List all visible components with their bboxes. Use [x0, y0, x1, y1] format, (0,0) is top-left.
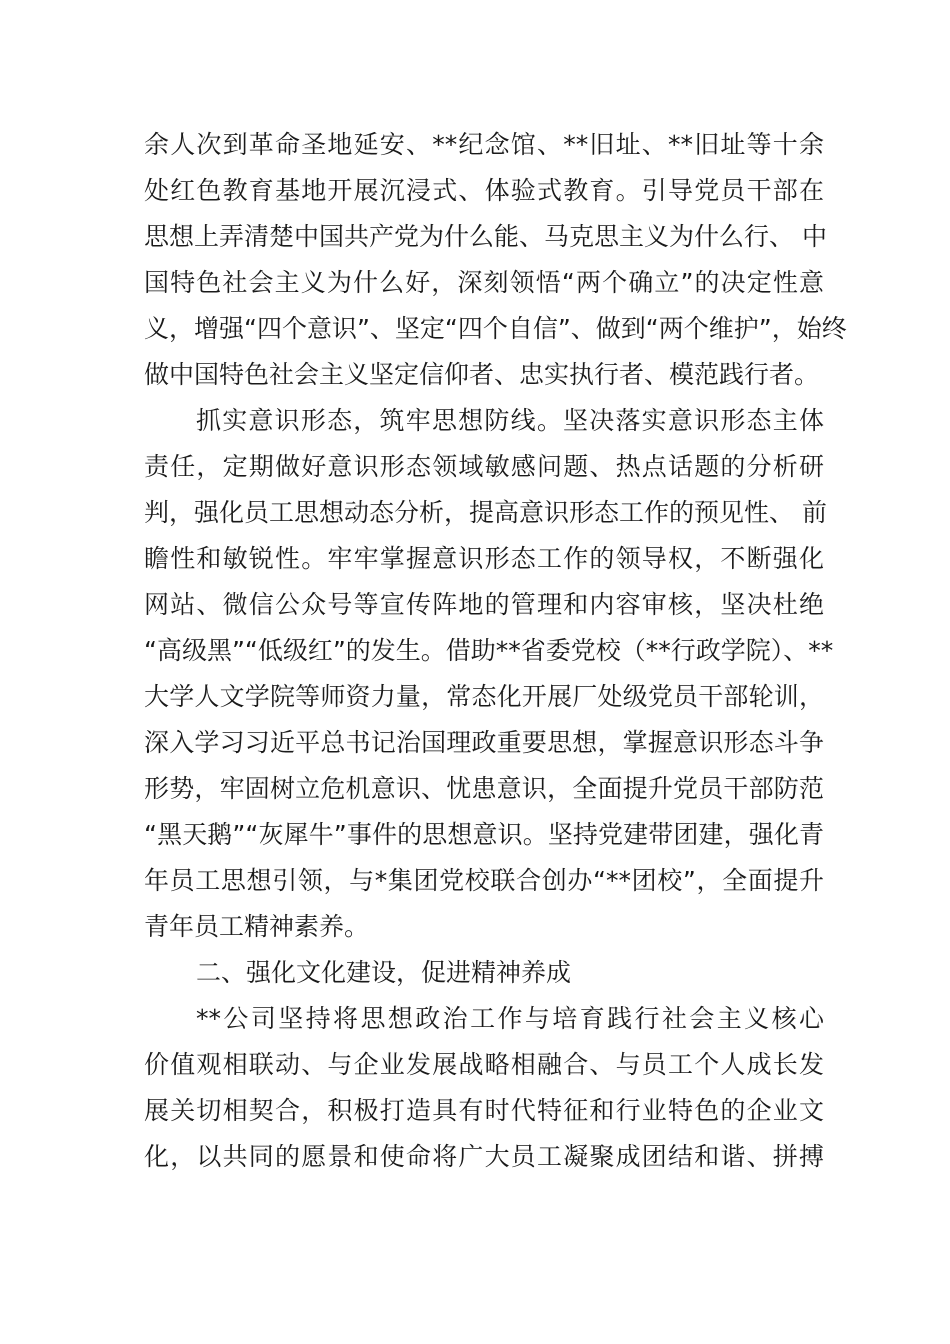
- text-line: 责任，定期做好意识形态领域敏感问题、热点话题的分析研: [144, 452, 824, 481]
- text-line: “黑天鹅”“灰犀牛”事件的思想意识。坚持党建带团建，强化青: [144, 820, 824, 849]
- text-line: 处红色教育基地开展沉浸式、体验式教育。引导党员干部在: [144, 176, 824, 205]
- text-line: 抓实意识形态，筑牢思想防线。坚决落实意识形态主体: [196, 406, 824, 435]
- paragraph: [144, 398, 834, 950]
- text-line: 思想上弄清楚中国共产党为什么能、马克思主义为什么行、 中: [144, 222, 827, 251]
- section-heading: [144, 950, 824, 996]
- text-line: 大学人文学院等师资力量，常态化开展厂处级党员干部轮训，: [144, 682, 824, 711]
- text-line: 网站、微信公众号等宣传阵地的管理和内容审核，坚决杜绝: [144, 590, 824, 619]
- heading-line: 二、强化文化建设，促进精神养成: [196, 958, 572, 987]
- text-line: 余人次到革命圣地延安、**纪念馆、**旧址、**旧址等十余: [144, 130, 824, 159]
- text-line: “高级黑”“低级红”的发生。借助**省委党校（**行政学院）、**: [144, 636, 834, 665]
- text-line: **公司坚持将思想政治工作与培育践行社会主义核心: [196, 1004, 824, 1033]
- text-line: 义，增强“四个意识”、坚定“四个自信”、做到“两个维护”，始终: [144, 314, 847, 343]
- text-line: 价值观相联动、与企业发展战略相融合、与员工个人成长发: [144, 1050, 824, 1079]
- paragraph: [144, 122, 847, 398]
- document-body: [144, 122, 847, 1180]
- text-line: 展关切相契合，积极打造具有时代特征和行业特色的企业文: [144, 1096, 824, 1125]
- text-line: 形势，牢固树立危机意识、忧患意识，全面提升党员干部防范: [144, 774, 824, 803]
- text-line: 化，以共同的愿景和使命将广大员工凝聚成团结和谐、拼搏: [144, 1142, 824, 1171]
- text-line: 判，强化员工思想动态分析，提高意识形态工作的预见性、 前: [144, 498, 827, 527]
- text-line: 青年员工精神素养。: [144, 912, 370, 941]
- paragraph: [144, 996, 824, 1180]
- text-line: 做中国特色社会主义坚定信仰者、忠实执行者、模范践行者。: [144, 360, 820, 389]
- text-line: 国特色社会主义为什么好，深刻领悟“两个确立”的决定性意: [144, 268, 824, 297]
- text-line: 深入学习习近平总书记治国理政重要思想，掌握意识形态斗争: [144, 728, 824, 757]
- text-line: 瞻性和敏锐性。牢牢掌握意识形态工作的领导权，不断强化: [144, 544, 824, 573]
- text-line: 年员工思想引领，与*集团党校联合创办“**团校”，全面提升: [144, 866, 824, 895]
